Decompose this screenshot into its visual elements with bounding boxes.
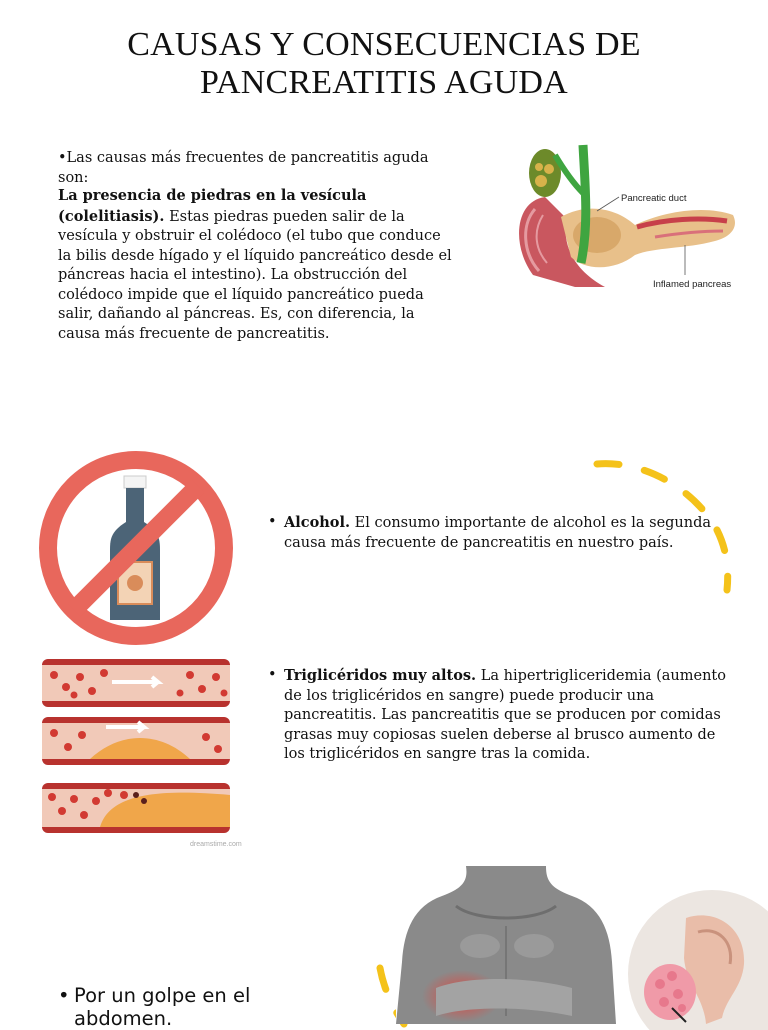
triglycerides-heading: Triglicéridos muy altos. <box>284 667 477 684</box>
gallstones-paragraph <box>58 186 458 344</box>
alcohol-body: El consumo importante de alcohol es la segunda causa más frecuente de pancreatitis en nuestro país. <box>284 515 712 551</box>
page-title: CAUSAS Y CONSECUENCIAS DE PANCREATITIS AGUDA <box>127 26 641 101</box>
pancreas-illustration <box>505 145 745 290</box>
intro-text: •Las causas más frecuentes de pancreatitis aguda son: <box>58 150 429 186</box>
alcohol-heading: Alcohol. <box>284 514 351 531</box>
abdominal-trauma-text: Por un golpe en el abdomen. <box>74 984 251 1030</box>
gallstones-body: Estas piedras pueden salir de la vesícula y obstruir el colédoco (el tubo que conduce la bilis desde hígado y el líquido pancreático desde el páncreas hacia el intestino). La obstrucción del colédoco impide que el líquido pancreático pueda salir, dañando al páncreas. Es, con diferencia, la causa más frecuente de pancreatitis. <box>58 208 452 342</box>
inflamed-pancreas-label: Inflamed pancreas <box>653 279 732 290</box>
triglycerides-bullet-dot: • <box>268 667 277 683</box>
triglycerides-bullet <box>268 666 728 765</box>
blood-vessels-illustration <box>40 655 242 851</box>
triglycerides-body: La hipertrigliceridemia (aumento de los triglicéridos en sangre) puede producir una pancreatitis. Las pancreatitis que se producen por comidas grasas muy copiosas suelen deberse al brusco aumento de los triglicéridos en sangre tras la comida. <box>284 668 726 762</box>
abdominal-trauma-bullet <box>58 984 308 1030</box>
no-alcohol-sign <box>36 448 236 648</box>
gallstones-heading: La presencia de piedras en la vesícula (colelitiasis). <box>58 187 367 225</box>
dreamstime-watermark: dreamstime.com <box>190 841 242 848</box>
alcohol-bullet <box>268 513 728 553</box>
abdominal-pain-photo <box>396 866 618 1024</box>
pancreatic-duct-label: Pancreatic duct <box>621 193 687 204</box>
ear-illustration <box>626 888 768 1024</box>
abdominal-trauma-bullet-dot: • <box>58 984 70 1007</box>
alcohol-bullet-dot: • <box>268 514 277 530</box>
